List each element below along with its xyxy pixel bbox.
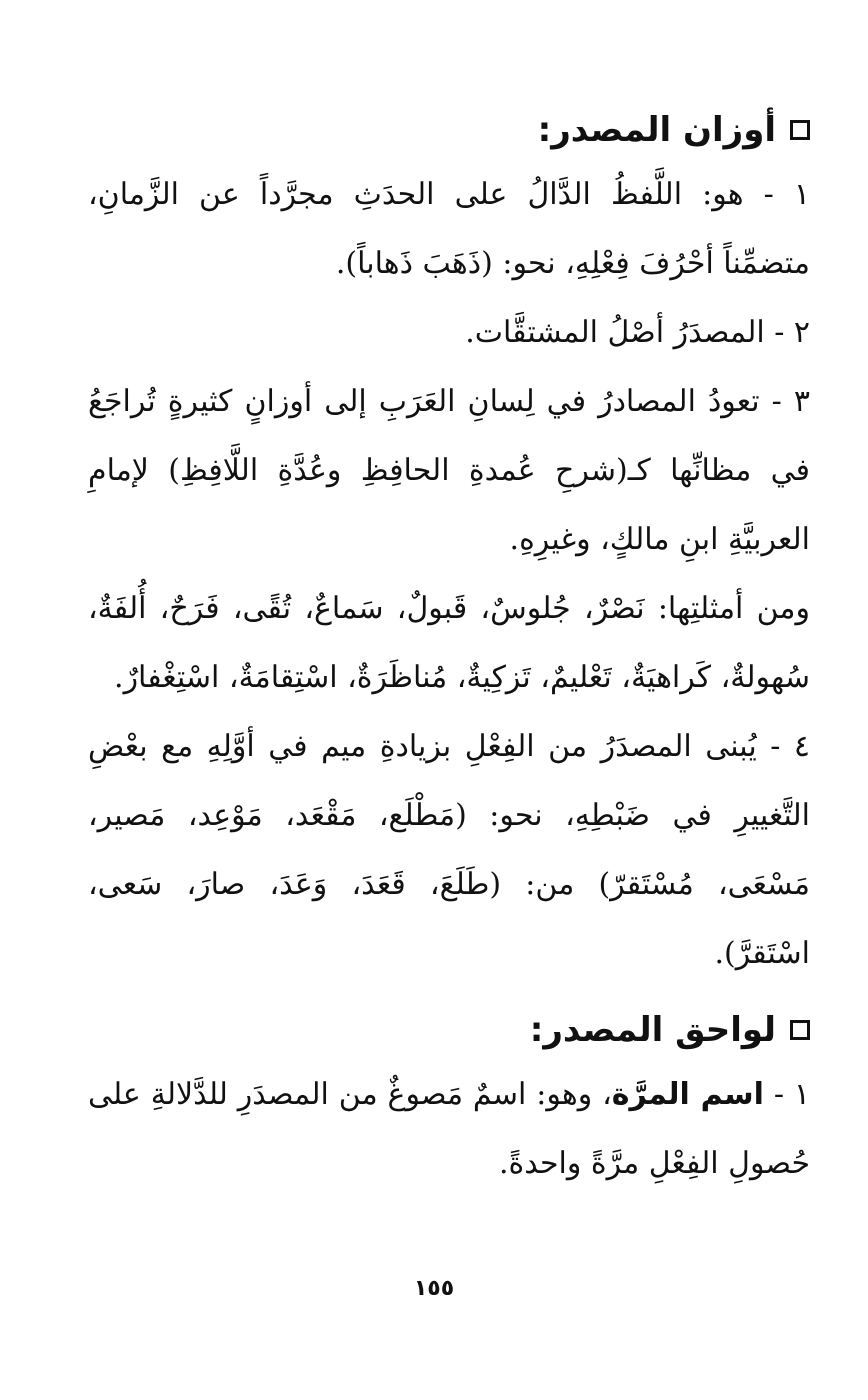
square-bullet-icon [790, 120, 810, 140]
section-heading-text: لواحق المصدر: [529, 1010, 776, 1050]
page-number: ١٥٥ [413, 1276, 455, 1301]
square-bullet-icon [790, 1020, 810, 1040]
paragraph-3: ٣ - تعودُ المصادرُ في لِسانِ العَرَبِ إلى أوزانٍ كثيرةٍ تُراجَعُ في مظانِّها كـ(شرحِ عُمدةِ الحافِظِ وعُدَّةِ اللَّافِظِ) لإمامِ العربيَّةِ ابنِ مالكٍ، وغيرِهِ. [88, 384, 810, 557]
section-heading-masdar-forms [88, 100, 810, 160]
paragraph-examples: ومن أمثلتِها: نَصْرٌ، جُلوسٌ، قَبولٌ، سَماعٌ، تُقًى، فَرَحٌ، أُلفَةٌ، سُهولةٌ، كَراهيَةٌ، تَعْليمٌ، تَزكِيةٌ، مُناظَرَةٌ، اسْتِقامَةٌ، اسْتِغْفارٌ. [88, 591, 810, 695]
term-ism-al-marra: اسم المرَّة [611, 1077, 764, 1112]
paragraph-ism-al-marra [88, 1060, 810, 1198]
term-definition: ، وهو: اسمٌ مَصوغٌ من المصدَرِ للدَّلالةِ على حُصولِ الفِعْلِ مرَّةً واحدةً. [88, 1077, 810, 1181]
item-number: ١ - [763, 1077, 810, 1112]
paragraph-2: ٢ - المصدَرُ أصْلُ المشتقَّات. [465, 315, 810, 350]
section-heading-masdar-appendages [88, 1000, 810, 1060]
section-heading-text: أوزان المصدر: [537, 110, 776, 150]
paragraph-1: ١ - هو: اللَّفظُ الدَّالُ على الحدَثِ مجرَّداً عن الزَّمانِ، متضمِّناً أحْرُفَ فِعْلِهِ، نحو: (ذَهَبَ ذَهاباً). [88, 177, 810, 281]
paragraph-4: ٤ - يُبنى المصدَرُ من الفِعْلِ بزيادةِ ميم في أوَّلِهِ مع بعْضِ التَّغييرِ في ضَبْطِهِ، نحو: (مَطْلَع، مَقْعَد، مَوْعِد، مَصير، مَسْعَى، مُسْتَقرّ) من: (طَلَعَ، قَعَدَ، وَعَدَ، صارَ، سَعى، اسْتَقرَّ). [88, 729, 810, 971]
page-content [88, 100, 810, 1198]
